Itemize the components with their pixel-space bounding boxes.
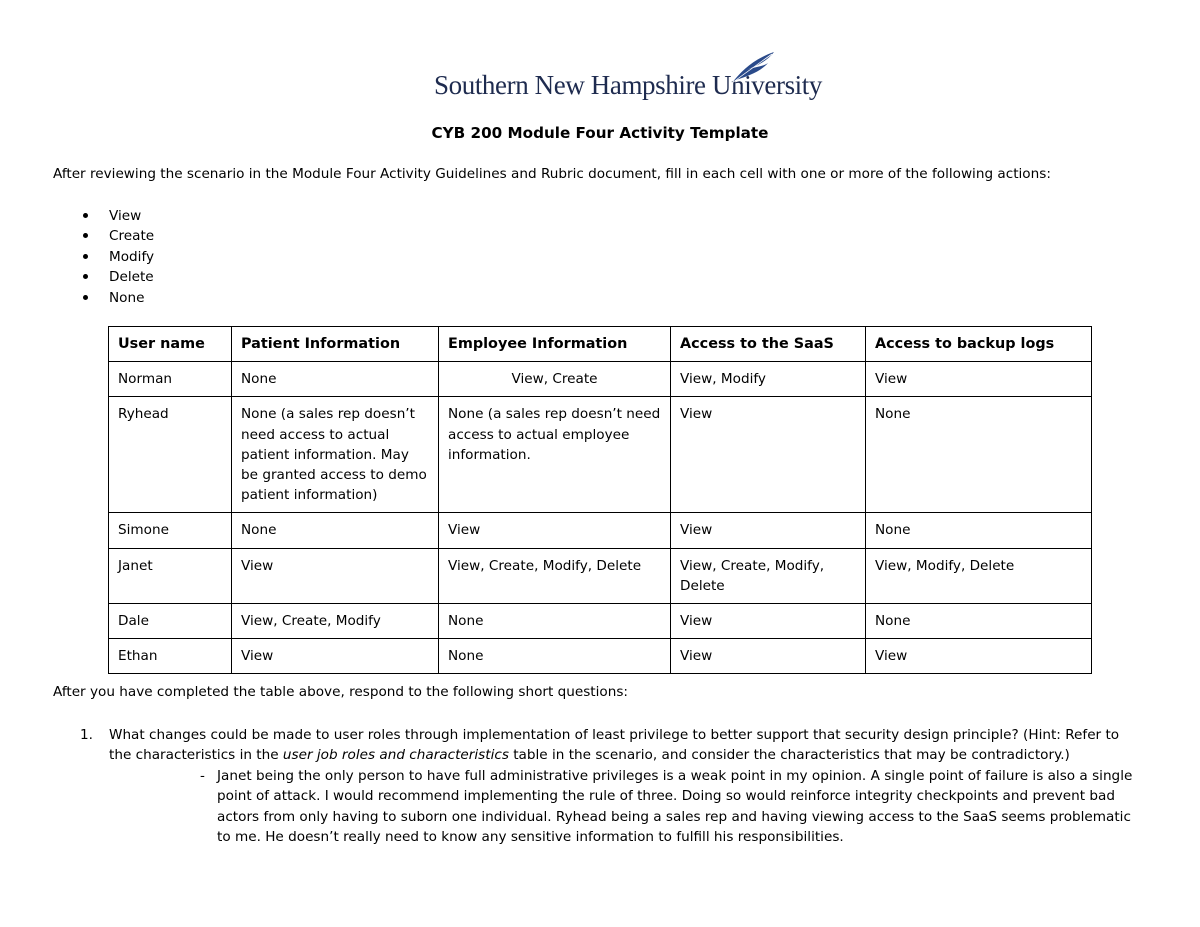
table-cell: View bbox=[232, 639, 439, 674]
column-header-backup-logs-access: Access to backup logs bbox=[866, 327, 1092, 362]
table-cell: View bbox=[232, 548, 439, 603]
table-cell: None bbox=[866, 513, 1092, 548]
page-title: CYB 200 Module Four Activity Template bbox=[431, 124, 769, 142]
table-row bbox=[109, 397, 1092, 513]
table-cell: Simone bbox=[109, 513, 232, 548]
table-cell: None (a sales rep doesn’t need access to actual employee information. bbox=[439, 397, 671, 513]
table-cell: Janet bbox=[109, 548, 232, 603]
table-cell: View bbox=[439, 513, 671, 548]
question-item bbox=[80, 725, 1140, 766]
table-cell: View bbox=[671, 639, 866, 674]
column-header-user-name: User name bbox=[109, 327, 232, 362]
table-header-row bbox=[109, 327, 1092, 362]
table-cell: View bbox=[671, 513, 866, 548]
question-number: 1. bbox=[80, 727, 93, 743]
table-cell: View bbox=[671, 397, 866, 513]
table-cell: View bbox=[866, 362, 1092, 397]
list-item: Modify bbox=[80, 247, 154, 267]
question-text bbox=[109, 725, 1140, 766]
university-logo bbox=[432, 50, 822, 108]
table-cell: Dale bbox=[109, 604, 232, 639]
question-text-part: table in the scenario, and consider the characteristics that may be contradictory.) bbox=[508, 747, 1070, 764]
table-cell: None bbox=[439, 639, 671, 674]
table-cell: Norman bbox=[109, 362, 232, 397]
table-cell: View, Modify bbox=[671, 362, 866, 397]
table-cell: None bbox=[232, 362, 439, 397]
answer-text: Janet being the only person to have full administrative privileges is a weak point in my opinion. A single point of failure is also a single point of attack. I would recommend implementing the rule of three. Doing so would reinforce integrity checkpoints and prevent bad actors from only having to suborn one individual. Ryhead being a sales rep and having viewing access to the SaaS seems problematic to me. He doesn’t really need to know any sensitive information to fulfill his responsibilities. bbox=[217, 768, 1133, 846]
question-text-part: What changes could be made to user roles through implementation of least privilege to better support that security design principle? (Hint: Refer to the characteristics in the bbox=[109, 727, 1120, 764]
table-row bbox=[109, 639, 1092, 674]
table-row bbox=[109, 548, 1092, 603]
table-cell: Ryhead bbox=[109, 397, 232, 513]
table-row bbox=[109, 604, 1092, 639]
table-row bbox=[109, 513, 1092, 548]
table-row bbox=[109, 362, 1092, 397]
column-header-saas-access: Access to the SaaS bbox=[671, 327, 866, 362]
column-header-employee-information: Employee Information bbox=[439, 327, 671, 362]
answer-marker: - bbox=[200, 768, 205, 784]
table-cell: View bbox=[866, 639, 1092, 674]
university-name: Southern New Hampshire University bbox=[434, 70, 822, 100]
after-table-text: After you have completed the table above, respond to the following short questions: bbox=[53, 684, 629, 700]
access-table bbox=[108, 326, 1092, 674]
list-item: Create bbox=[80, 226, 154, 246]
list-item: Delete bbox=[80, 267, 154, 287]
table-cell: View bbox=[671, 604, 866, 639]
table-cell: View, Create, Modify, Delete bbox=[439, 548, 671, 603]
table-cell: None bbox=[232, 513, 439, 548]
table-cell: View, Create, Modify bbox=[232, 604, 439, 639]
list-item: None bbox=[80, 288, 154, 308]
table-cell: View, Modify, Delete bbox=[866, 548, 1092, 603]
intro-text: After reviewing the scenario in the Module Four Activity Guidelines and Rubric document, fill in each cell with one or more of the following actions: bbox=[53, 166, 1051, 182]
column-header-patient-information: Patient Information bbox=[232, 327, 439, 362]
table-cell: None bbox=[866, 397, 1092, 513]
table-cell: None (a sales rep doesn’t need access to actual patient information. May be granted access to demo patient information) bbox=[232, 397, 439, 513]
answer-item bbox=[200, 766, 1140, 848]
feather-icon bbox=[728, 50, 778, 84]
table-cell: View, Create bbox=[439, 362, 671, 397]
table-cell: View, Create, Modify, Delete bbox=[671, 548, 866, 603]
question-text-italic: user job roles and characteristics bbox=[282, 747, 509, 764]
actions-list bbox=[80, 206, 154, 308]
list-item: View bbox=[80, 206, 154, 226]
table-cell: Ethan bbox=[109, 639, 232, 674]
table-cell: None bbox=[439, 604, 671, 639]
table-cell: None bbox=[866, 604, 1092, 639]
